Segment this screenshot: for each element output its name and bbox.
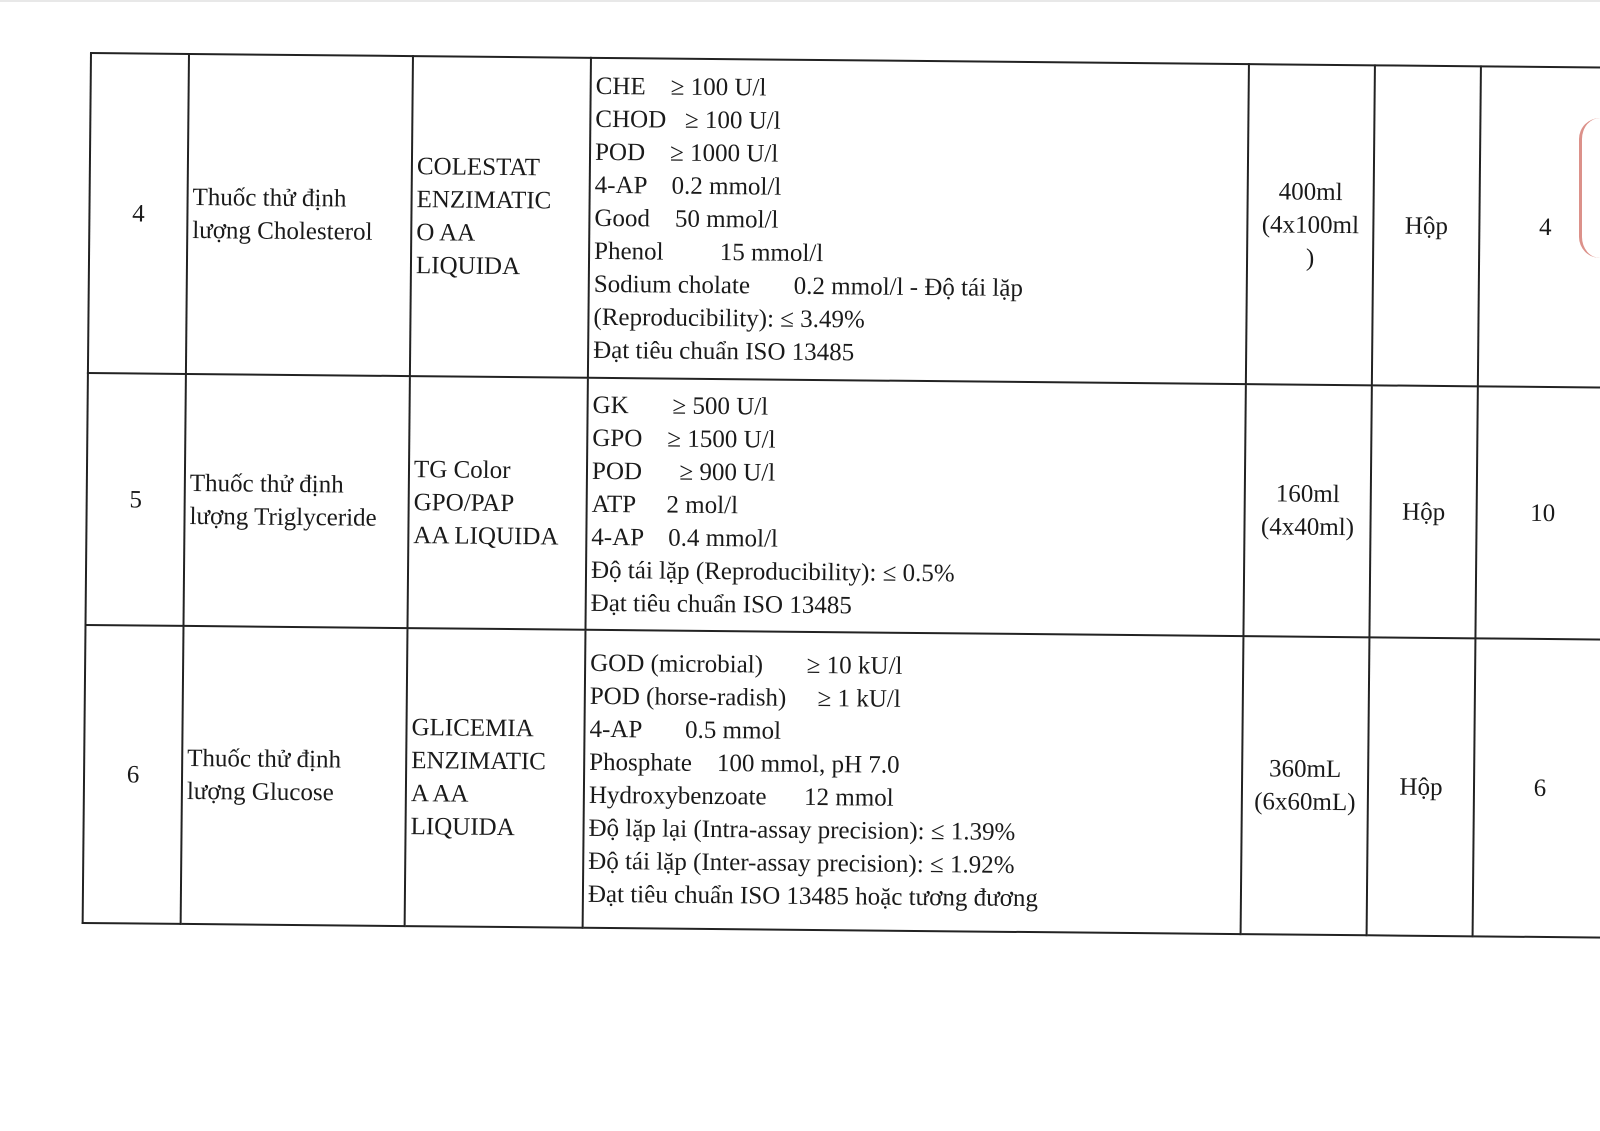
spec-line: POD ≥ 900 U/l bbox=[591, 457, 776, 487]
brand-name bbox=[410, 56, 591, 378]
spec-line: 4-AP 0.4 mmol/l bbox=[591, 523, 779, 553]
brand-line: TG Color bbox=[413, 455, 511, 484]
spec-line: GOD (microbial) ≥ 10 kU/l bbox=[590, 649, 903, 680]
packaging bbox=[1243, 384, 1371, 637]
spec-line: Đạt tiêu chuẩn ISO 13485 hoặc tương đương bbox=[587, 880, 1039, 913]
pack-line: 360mL bbox=[1268, 755, 1342, 784]
brand-line: O AA bbox=[416, 219, 476, 247]
table-row bbox=[83, 625, 1600, 938]
brand-line: GPO/PAP bbox=[413, 488, 515, 517]
brand-name bbox=[407, 376, 587, 630]
pack-line: (6x60mL) bbox=[1254, 788, 1356, 817]
spec-line: Đạt tiêu chuẩn ISO 13485 bbox=[590, 589, 852, 619]
brand-name bbox=[405, 628, 586, 928]
red-stamp-edge bbox=[1579, 118, 1600, 258]
reagent-spec-table bbox=[82, 52, 1600, 939]
table-row bbox=[85, 373, 1600, 640]
quantity: 10 bbox=[1475, 386, 1600, 639]
pack-line: 400ml bbox=[1278, 177, 1343, 206]
brand-line: AA LIQUIDA bbox=[413, 521, 559, 551]
spec-line: POD ≥ 1000 U/l bbox=[594, 138, 779, 168]
brand-line: COLESTAT bbox=[416, 153, 541, 182]
row-number: 6 bbox=[83, 625, 184, 924]
brand-line: LIQUIDA bbox=[410, 813, 515, 842]
row-number: 5 bbox=[85, 373, 185, 626]
table-row bbox=[88, 53, 1600, 388]
spec-line: Độ lặp lại (Intra-assay precision): ≤ 1.39% bbox=[588, 814, 1016, 846]
pack-line: (4x100ml bbox=[1261, 210, 1360, 239]
product-name-line: Thuốc thử định bbox=[187, 744, 342, 774]
spec-line: Độ tái lặp (Reproducibility): ≤ 0.5% bbox=[590, 556, 955, 587]
spec-line: Hydroxybenzoate 12 mmol bbox=[588, 781, 894, 812]
product-name-line: Thuốc thử định bbox=[189, 469, 344, 499]
row-number: 4 bbox=[88, 53, 189, 374]
scan-edge bbox=[0, 0, 1600, 2]
product-name-line: lượng Triglyceride bbox=[189, 502, 377, 532]
spec-line: (Reproducibility): ≤ 3.49% bbox=[593, 303, 865, 333]
spec-line: 4-AP 0.5 mmol bbox=[589, 715, 782, 745]
spec-line: GK ≥ 500 U/l bbox=[592, 391, 769, 421]
technical-spec bbox=[583, 630, 1244, 934]
spec-line: 4-AP 0.2 mmol/l bbox=[594, 171, 782, 201]
technical-spec bbox=[585, 378, 1245, 636]
packaging bbox=[1241, 636, 1370, 935]
brand-line: ENZIMATIC bbox=[416, 186, 552, 215]
quantity: 4 bbox=[1478, 66, 1600, 387]
spec-line: ATP 2 mol/l bbox=[591, 490, 739, 519]
spec-line: Đạt tiêu chuẩn ISO 13485 bbox=[593, 336, 855, 366]
spec-line: Sodium cholate 0.2 mmol/l - Độ tái lặp bbox=[593, 270, 1024, 302]
product-name bbox=[183, 374, 409, 628]
unit: Hộp bbox=[1372, 65, 1481, 386]
spec-line: Good 50 mmol/l bbox=[594, 204, 779, 234]
spec-line: CHE ≥ 100 U/l bbox=[595, 72, 767, 101]
spec-line: Phenol 15 mmol/l bbox=[593, 237, 824, 267]
brand-line: A AA bbox=[410, 780, 469, 808]
spec-line: CHOD ≥ 100 U/l bbox=[595, 105, 781, 135]
product-name bbox=[181, 626, 408, 926]
product-name-line: lượng Cholesterol bbox=[192, 216, 373, 246]
quantity: 6 bbox=[1473, 638, 1600, 937]
unit: Hộp bbox=[1367, 637, 1476, 936]
brand-line: GLICEMIA bbox=[411, 714, 534, 743]
unit: Hộp bbox=[1369, 385, 1477, 638]
spec-line: GPO ≥ 1500 U/l bbox=[592, 424, 776, 454]
spec-line: Phosphate 100 mmol, pH 7.0 bbox=[589, 748, 900, 779]
product-name-line: Thuốc thử định bbox=[192, 183, 347, 213]
spec-line: POD (horse-radish) ≥ 1 kU/l bbox=[589, 682, 901, 713]
product-name-line: lượng Glucose bbox=[186, 777, 334, 807]
pack-line: 160ml bbox=[1275, 480, 1340, 509]
product-name bbox=[186, 54, 413, 376]
spec-line: Độ tái lặp (Inter-assay precision): ≤ 1.92% bbox=[588, 847, 1015, 879]
pack-line: ) bbox=[1305, 244, 1315, 272]
technical-spec bbox=[588, 58, 1249, 384]
packaging bbox=[1246, 64, 1375, 385]
brand-line: LIQUIDA bbox=[415, 252, 521, 281]
brand-line: ENZIMATIC bbox=[411, 747, 547, 776]
pack-line: (4x40ml) bbox=[1260, 513, 1355, 542]
